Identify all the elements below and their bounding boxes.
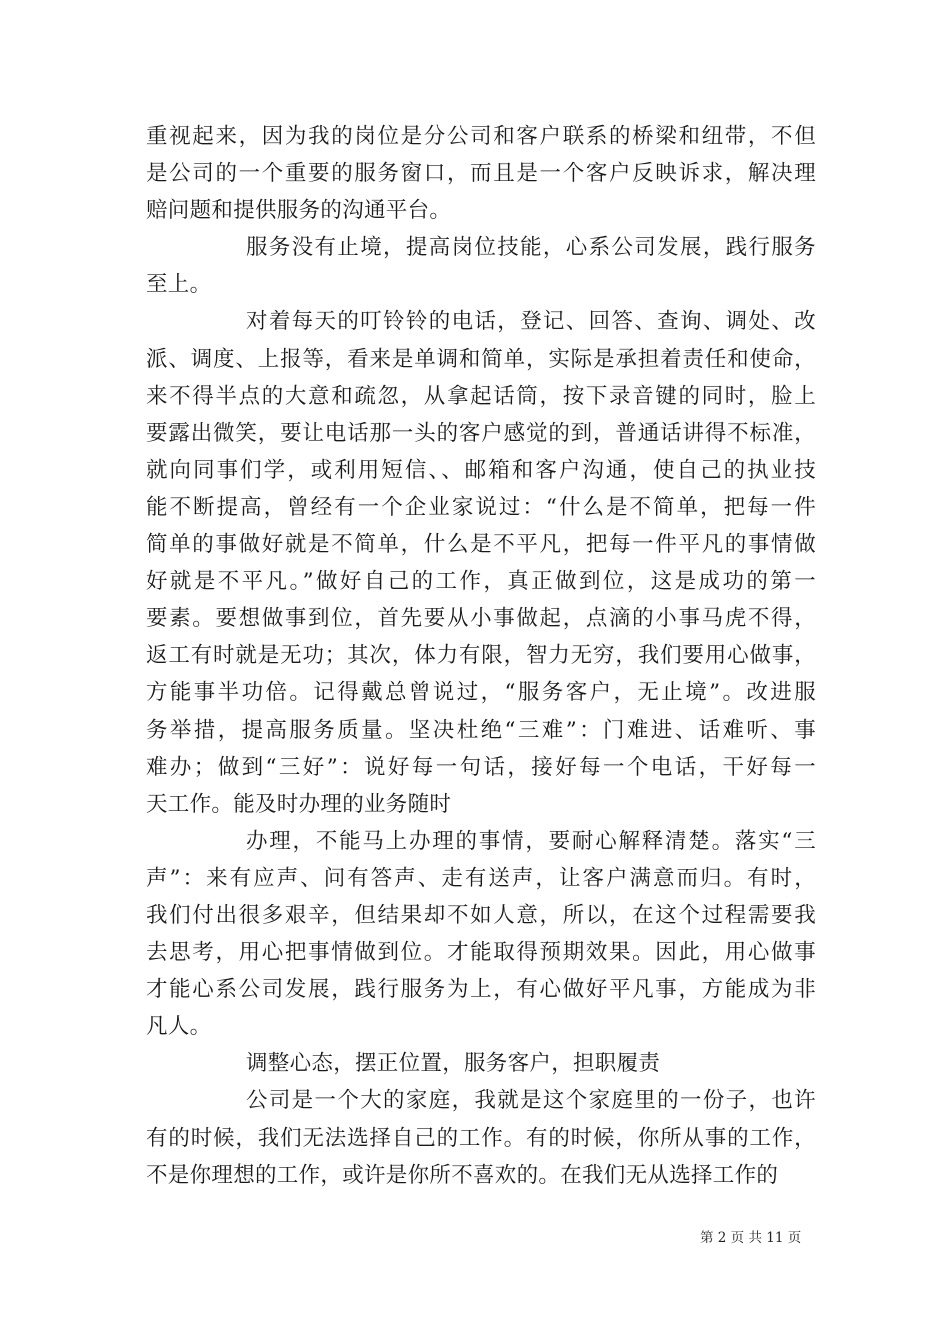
text-line: 好就是不平凡。”做好自己的工作，真正做到位，这是成功的第一 [146, 569, 816, 595]
text-line: 能不断提高，曾经有一个企业家说过：“什么是不简单，把每一件 [146, 494, 816, 520]
document-body [146, 118, 816, 1194]
text-line: 凡人。 [146, 1014, 212, 1040]
text-line: 赔问题和提供服务的沟通平台。 [146, 198, 452, 224]
text-line: 对着每天的叮铃铃的电话，登记、回答、查询、调处、改 [246, 309, 816, 335]
text-line: 返工有时就是无功；其次，体力有限，智力无穷，我们要用心做事， [146, 643, 816, 669]
text-line: 重视起来，因为我的岗位是分公司和客户联系的桥梁和纽带，不但 [146, 124, 816, 149]
text-line: 公司是一个大的家庭，我就是这个家庭里的一份子，也许 [246, 1088, 816, 1114]
paragraph [146, 303, 816, 822]
text-line: 去思考，用心把事情做到位。才能取得预期效果。因此，用心做事 [146, 940, 816, 966]
text-line: 办理，不能马上办理的事情，要耐心解释清楚。落实“三 [246, 828, 816, 854]
text-line: 是公司的一个重要的服务窗口，而且是一个客户反映诉求，解决理 [146, 161, 816, 187]
text-line: 调整心态，摆正位置，服务客户，担职履责 [246, 1051, 661, 1077]
text-line: 至上。 [146, 272, 212, 298]
text-line: 就向同事们学，或利用短信、、邮箱和客户沟通，使自己的执业技 [146, 457, 816, 483]
text-line: 派、调度、上报等，看来是单调和简单，实际是承担着责任和使命， [146, 346, 816, 372]
text-line: 要露出微笑，要让电话那一头的客户感觉的到，普通话讲得不标准， [146, 420, 816, 446]
text-line: 简单的事做好就是不简单，什么是不平凡，把每一件平凡的事情做 [146, 532, 816, 558]
text-line: 务举措，提高服务质量。坚决杜绝“三难”：门难进、话难听、事 [146, 717, 816, 743]
paragraph [146, 823, 816, 1046]
text-line: 不是你理想的工作，或许是你所不喜欢的。在我们无从选择工作的 [146, 1162, 779, 1188]
paragraph [146, 229, 816, 303]
text-line: 方能事半功倍。记得戴总曾说过，“服务客户，无止境”。改进服 [146, 680, 816, 706]
page-footer: 第 2 页 共 11 页 [700, 1230, 802, 1246]
text-line: 才能心系公司发展，践行服务为上，有心做好平凡事，方能成为非 [146, 977, 816, 1003]
paragraph [146, 1082, 816, 1193]
text-line: 我们付出很多艰辛，但结果却不如人意，所以，在这个过程需要我 [146, 902, 816, 928]
text-line: 天工作。能及时办理的业务随时 [146, 791, 452, 817]
text-line: 服务没有止境，提高岗位技能，心系公司发展，践行服务 [246, 235, 816, 261]
text-line: 声”：来有应声、问有答声、走有送声，让客户满意而归。有时， [146, 865, 816, 891]
paragraph [146, 118, 816, 229]
text-line: 来不得半点的大意和疏忽，从拿起话筒，按下录音键的同时，脸上 [146, 383, 816, 409]
paragraph [146, 1045, 816, 1082]
text-line: 难办；做到“三好”：说好每一句话，接好每一个电话，干好每一 [146, 754, 816, 780]
text-line: 要素。要想做事到位，首先要从小事做起，点滴的小事马虎不得， [146, 606, 816, 632]
text-line: 有的时候，我们无法选择自己的工作。有的时候，你所从事的工作， [146, 1125, 816, 1151]
